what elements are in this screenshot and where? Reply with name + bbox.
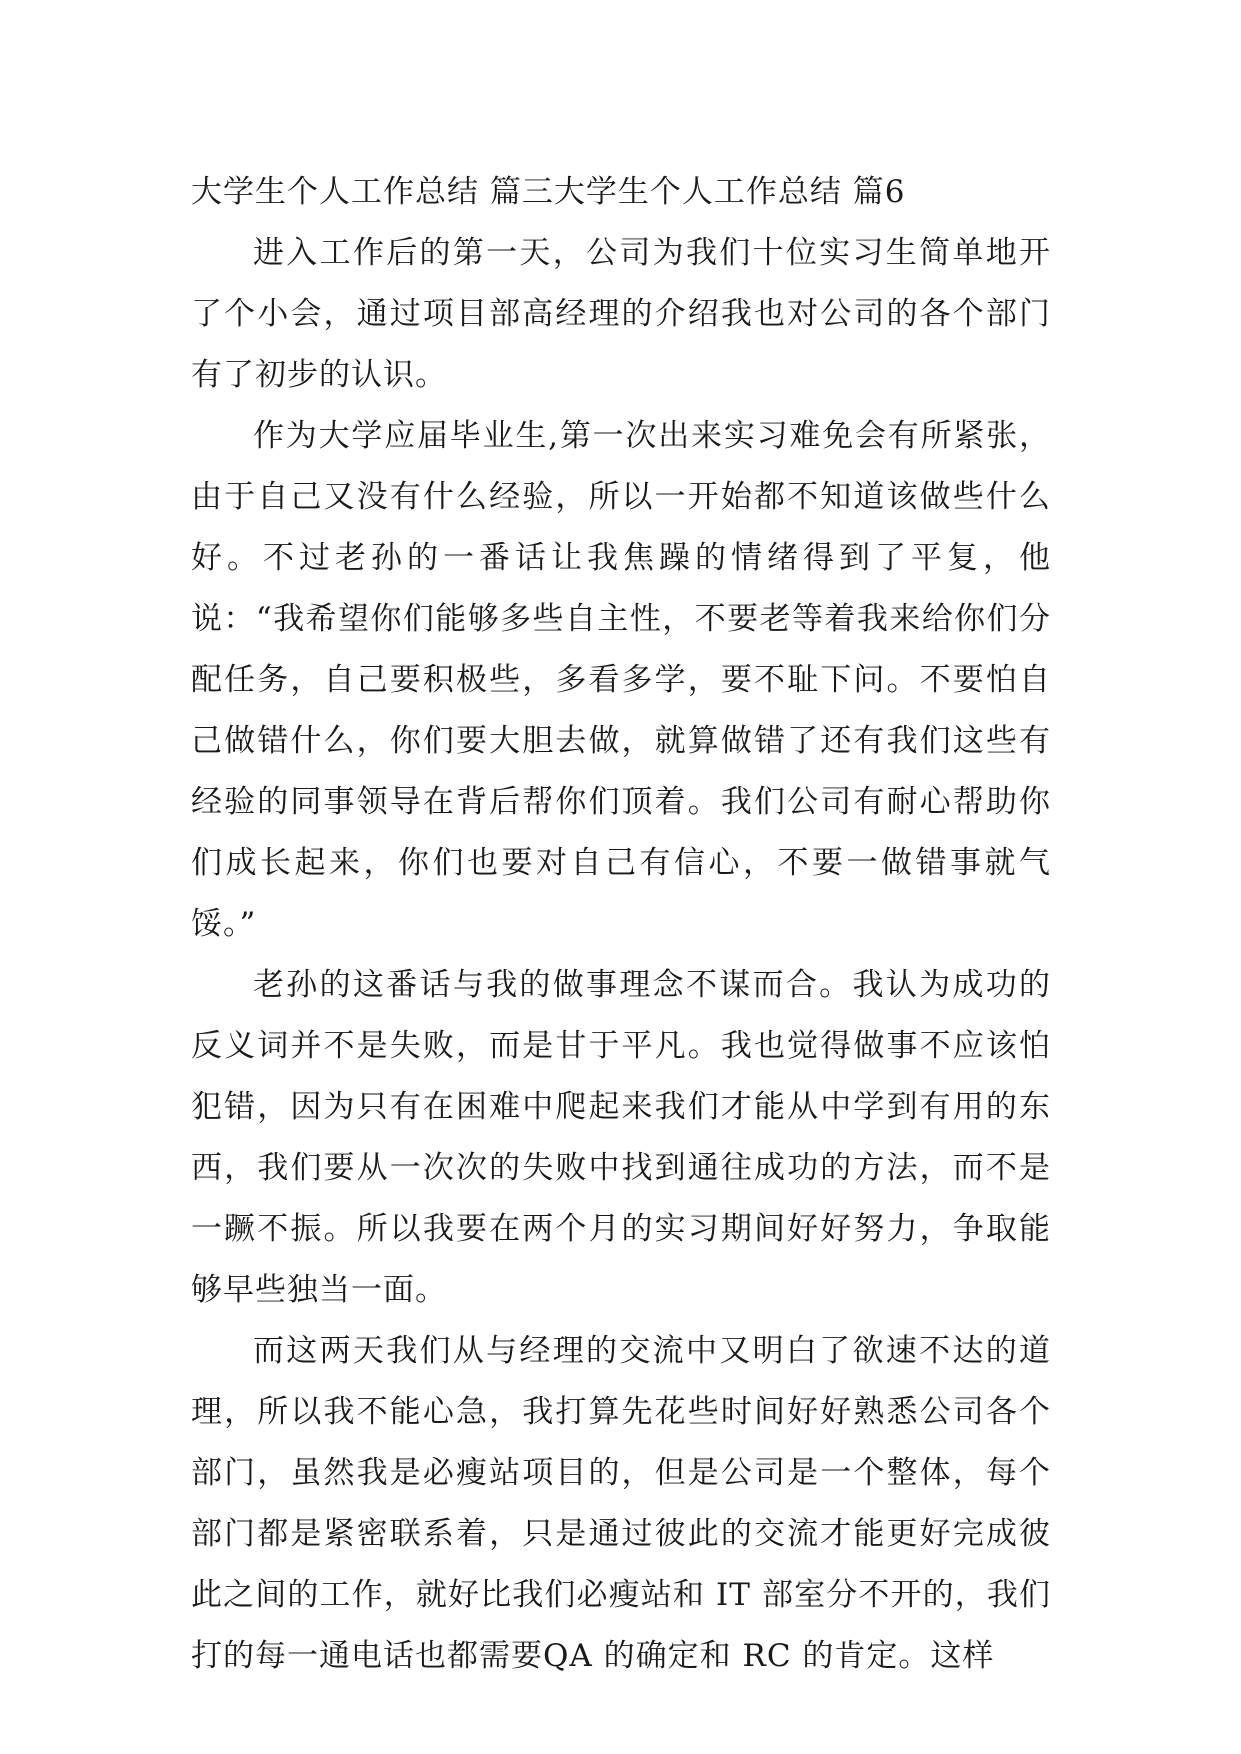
document-body (191, 162, 1051, 1687)
paragraph-2: 作为大学应届毕业生,第一次出来实习难免会有所紧张，由于自己又没有什么经验，所以一开始都不知道该做些什么好。不过老孙的一番话让我焦躁的情绪得到了平复，他说：“我希望你们能够多些自主性，不要老等着我来给你们分配任务，自己要积极些，多看多学，要不耻下问。不要怕自己做错什么，你们要大胆去做，就算做错了还有我们这些有经验的同事领导在背后帮你们顶着。我们公司有耐心帮助你们成长起来，你们也要对自己有信心，不要一做错事就气馁。” (191, 418, 1051, 942)
paragraph-4: 而这两天我们从与经理的交流中又明白了欲速不达的道理，所以我不能心急，我打算先花些时间好好熟悉公司各个部门，虽然我是必瘦站项目的，但是公司是一个整体，每个部门都是紧密联系着，只是通过彼此的交流才能更好完成彼此之间的工作，就好比我们必瘦站和 IT 部室分不开的，我们打的每一通电话也都需要QA 的确定和 RC 的肯定。这样 (191, 1333, 1051, 1674)
paragraph-1: 进入工作后的第一天，公司为我们十位实习生简单地开了个小会，通过项目部高经理的介绍我也对公司的各个部门有了初步的认识。 (191, 235, 1051, 393)
paragraph-3: 老孙的这番话与我的做事理念不谋而合。我认为成功的反义词并不是失败，而是甘于平凡。我也觉得做事不应该怕犯错，因为只有在困难中爬起来我们才能从中学到有用的东西，我们要从一次次的失败中找到通往成功的方法，而不是一蹶不振。所以我要在两个月的实习期间好好努力，争取能够早些独当一面。 (191, 967, 1051, 1308)
document-title: 大学生个人工作总结 篇三大学生个人工作总结 篇6 (191, 174, 906, 210)
